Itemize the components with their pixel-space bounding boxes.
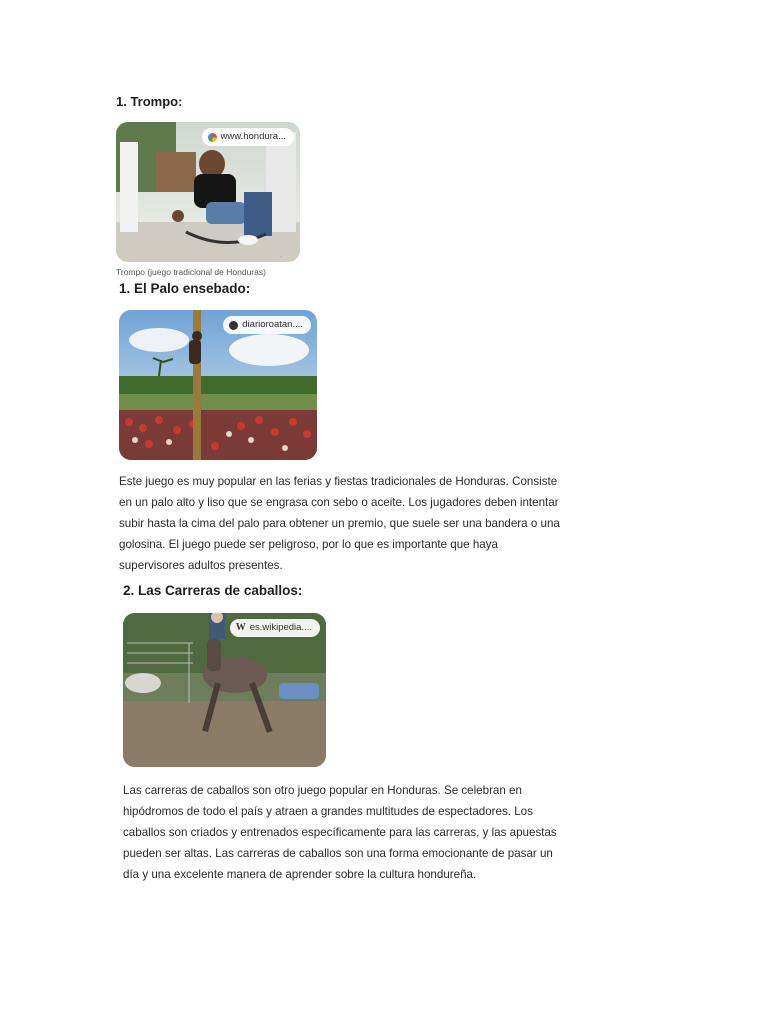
paragraph-line: en un palo alto y liso que se engrasa con sebo o aceite. Los jugadores deben intentar (119, 496, 559, 509)
trompo-image[interactable] (116, 122, 300, 262)
carreras-caballos-description (123, 780, 613, 885)
image-source-label: es.wikipedia.... (249, 622, 312, 633)
section-heading-palo-ensebado: 1. El Palo ensebado: (119, 281, 251, 296)
image-source-chip[interactable] (202, 128, 294, 146)
section-heading-trompo: 1. Trompo: (116, 94, 183, 109)
svg-text:·: · (280, 254, 282, 259)
trompo-caption: Trompo (juego tradicional de Honduras) (116, 267, 266, 277)
image-source-chip[interactable] (223, 316, 311, 334)
palo-ensebado-description (119, 471, 609, 576)
palo-ensebado-image[interactable] (119, 310, 317, 460)
paragraph-line: golosina. El juego puede ser peligroso, por lo que es importante que haya (119, 538, 498, 551)
image-source-label: diarioroatan.... (242, 319, 303, 330)
google-favicon-icon (208, 133, 217, 142)
paragraph-line: Las carreras de caballos son otro juego popular en Honduras. Se celebran en (123, 784, 522, 797)
image-source-label: www.hondura... (220, 131, 286, 142)
paragraph-line: subir hasta la cima del palo para obtener un premio, que suele ser una bandera o una (119, 517, 560, 530)
paragraph-line: día y una excelente manera de aprender sobre la cultura hondureña. (123, 868, 477, 881)
wikipedia-favicon-icon: W (235, 622, 246, 633)
paragraph-line: pueden ser altas. Las carreras de caballos son una forma emocionante de pasar un (123, 847, 553, 860)
paragraph-line: hipódromos de todo el país y atraen a grandes multitudes de espectadores. Los (123, 805, 533, 818)
paragraph-line: supervisores adultos presentes. (119, 559, 283, 572)
carreras-caballos-image[interactable] (123, 613, 326, 767)
image-source-chip[interactable] (230, 619, 320, 637)
paragraph-line: caballos son criados y entrenados específicamente para las carreras, y las apuestas (123, 826, 557, 839)
site-favicon-icon (229, 321, 238, 330)
paragraph-line: Este juego es muy popular en las ferias y fiestas tradicionales de Honduras. Consiste (119, 475, 558, 488)
section-heading-carreras-caballos: 2. Las Carreras de caballos: (123, 583, 303, 598)
